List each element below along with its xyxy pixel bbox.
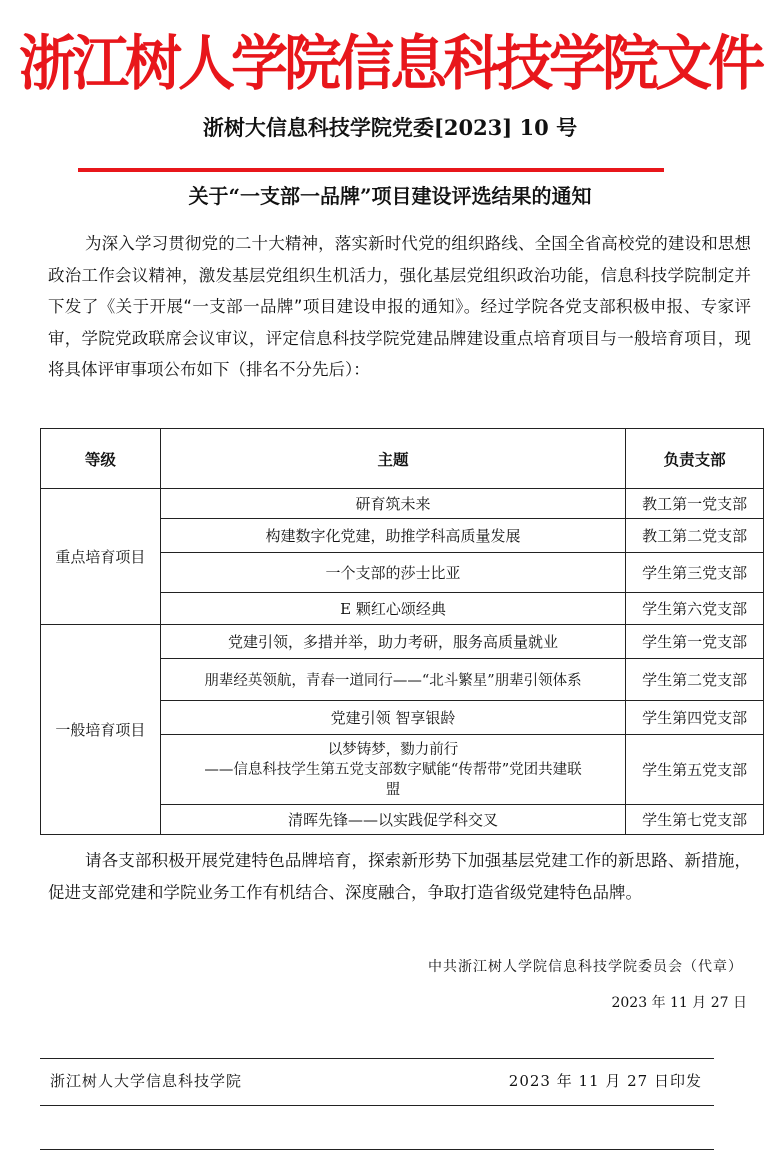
document-number: 浙树大信息科技学院党委[2023] 10 号	[202, 115, 578, 140]
table-header-row	[41, 429, 764, 489]
branch-cell: 学生第四党支部	[626, 701, 764, 735]
footer-rule-middle	[40, 1105, 714, 1106]
branch-cell: 学生第六党支部	[626, 593, 764, 625]
intro-paragraph: 为深入学习贯彻党的二十大精神，落实新时代党的组织路线、全国全省高校党的建设和思想政治工作会议精神，激发基层党组织生机活力，强化基层党组织政治功能，信息科技学院制定并下发了《关于开展“一支部一品牌”项目建设申报的通知》。经过学院各党支部积极申报、专家评审，学院党政联席会议审议，评定信息科技学院党建品牌建设重点培育项目与一般培育项目，现将具体评审事项公布如下（排名不分先后）：	[48, 234, 751, 379]
footer-rule-top	[40, 1058, 714, 1059]
theme-cell: 研育筑未来	[160, 489, 626, 519]
closing-paragraph: 请各支部积极开展党建特色品牌培育，探索新形势下加强基层党建工作的新思路、新措施，促进支部党建和学院业务工作有机结合、深度融合，争取打造省级党建特色品牌。	[48, 851, 751, 902]
theme-line: 以梦铸梦，勠力前行	[327, 741, 459, 758]
footer-rule-bottom	[40, 1149, 714, 1150]
theme-line: 盟	[385, 781, 401, 798]
theme-cell: 党建引领 智享银龄	[160, 701, 626, 735]
theme-line: ——信息科技学生第五党支部数字赋能“传帮带”党团共建联	[204, 761, 582, 778]
signature-date: 2023 年 11 月 27 日	[611, 995, 747, 1011]
theme-cell: 党建引领，多措并举，助力考研，服务高质量就业	[160, 625, 626, 659]
theme-cell: E 颗红心颂经典	[160, 593, 626, 625]
branch-cell: 学生第一党支部	[626, 625, 764, 659]
branch-cell: 教工第二党支部	[626, 519, 764, 553]
theme-cell: 朋辈经英领航，青春一道同行——“北斗繁星”朋辈引领体系	[160, 659, 626, 701]
header-theme: 主题	[160, 429, 626, 489]
evaluation-results-table	[40, 428, 764, 835]
level-general-project: 一般培育项目	[41, 625, 161, 835]
branch-cell: 学生第三党支部	[626, 553, 764, 593]
notice-title: 关于“一支部一品牌”项目建设评选结果的通知	[188, 184, 592, 208]
theme-cell-multiline	[160, 735, 626, 805]
branch-cell: 教工第一党支部	[626, 489, 764, 519]
table-row	[41, 625, 764, 659]
footer-print-date: 2023 年 11 月 27 日印发	[508, 1072, 702, 1090]
branch-cell: 学生第七党支部	[626, 805, 764, 835]
branch-cell: 学生第二党支部	[626, 659, 764, 701]
branch-cell: 学生第五党支部	[626, 735, 764, 805]
header-level: 等级	[41, 429, 161, 489]
red-divider-line	[78, 168, 664, 172]
theme-cell: 清晖先锋——以实践促学科交叉	[160, 805, 626, 835]
theme-cell: 一个支部的莎士比亚	[160, 553, 626, 593]
table-row	[41, 489, 764, 519]
signature-organization: 中共浙江树人学院信息科技学院委员会（代章）	[428, 959, 743, 975]
header-branch: 负责支部	[626, 429, 764, 489]
level-key-project: 重点培育项目	[41, 489, 161, 625]
footer-issuer: 浙江树人大学信息科技学院	[50, 1072, 243, 1090]
theme-cell: 构建数字化党建，助推学科高质量发展	[160, 519, 626, 553]
document-header-title: 浙江树人学院信息科技学院文件	[19, 29, 761, 99]
